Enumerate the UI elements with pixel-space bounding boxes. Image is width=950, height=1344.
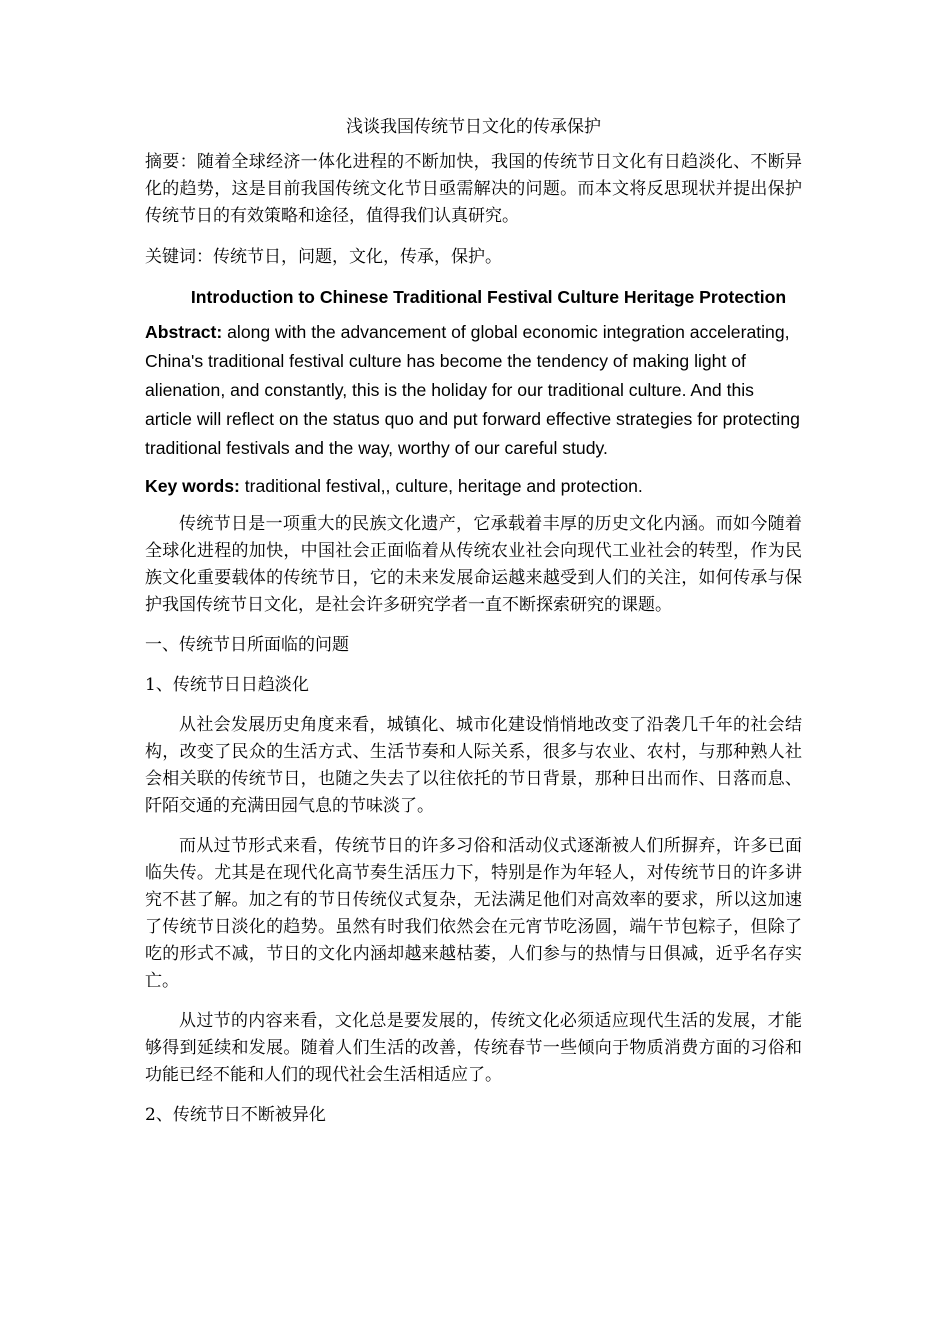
intro-paragraph: 传统节日是一项重大的民族文化遗产，它承载着丰厚的历史文化内涵。而如今随着全球化进程的加快，中国社会正面临着从传统农业社会向现代工业社会的转型，作为民族文化重要载体的传统节日，它的未来发展命运越来越受到人们的关注，如何传承与保护我国传统节日文化，是社会许多研究学者一直不断探索研究的课题。 <box>145 514 802 615</box>
chinese-title: 浅谈我国传统节日文化的传承保护 <box>346 117 601 137</box>
english-title: Introduction to Chinese Traditional Festival Culture Heritage Protection <box>190 287 787 307</box>
english-abstract-text: along with the advancement of global economic integration accelerating, China's traditional festival culture has become the tendency of making light of alienation, and constantly, this is the holiday for our traditional culture. And this article will reflect on the status quo and put forward effective strategies for protecting traditional festivals and the way, worthy of our careful study. <box>145 322 800 458</box>
english-abstract <box>145 318 802 463</box>
chinese-keywords: 关键词：传统节日，问题，文化，传承，保护。 <box>145 247 502 267</box>
subsection-1-paragraph: 而从过节形式来看，传统节日的许多习俗和活动仪式逐渐被人们所摒弃，许多已面临失传。尤其是在现代化高节奏生活压力下，特别是作为年轻人，对传统节日的许多讲究不甚了解。加之有的节日传统仪式复杂，无法满足他们对高效率的要求，所以这加速了传统节日淡化的趋势。虽然有时我们依然会在元宵节吃汤圆，端午节包粽子，但除了吃的形式不减，节日的文化内涵却越来越枯萎，人们参与的热情与日俱减，近乎名存实亡。 <box>145 836 802 991</box>
section-1-heading: 一、传统节日所面临的问题 <box>145 635 349 655</box>
english-keywords <box>145 472 802 501</box>
subsection-1-paragraph: 从过节的内容来看，文化总是要发展的，传统文化必须适应现代生活的发展，才能够得到延续和发展。随着人们生活的改善，传统春节一些倾向于物质消费方面的习俗和功能已经不能和人们的现代社会生活相适应了。 <box>145 1011 802 1085</box>
chinese-abstract: 摘要：随着全球经济一体化进程的不断加快，我国的传统节日文化有日趋淡化、不断异化的趋势，这是目前我国传统文化节日亟需解决的问题。而本文将反思现状并提出保护传统节日的有效策略和途径，值得我们认真研究。 <box>145 152 802 226</box>
subsection-2-heading: 2、传统节日不断被异化 <box>145 1105 326 1125</box>
english-abstract-label: Abstract: <box>145 322 223 342</box>
subsection-1-heading: 1、传统节日日趋淡化 <box>145 675 309 695</box>
document-page <box>145 112 802 1142</box>
english-keywords-text: traditional festival,, culture, heritage and protection. <box>239 476 643 496</box>
english-keywords-label: Key words: <box>145 476 240 496</box>
subsection-1-paragraph: 从社会发展历史角度来看，城镇化、城市化建设悄悄地改变了沿袭几千年的社会结构，改变了民众的生活方式、生活节奏和人际关系，很多与农业、农村，与那种熟人社会相关联的传统节日，也随之失去了以往依托的节日背景，那种日出而作、日落而息、阡陌交通的充满田园气息的节味淡了。 <box>145 715 802 816</box>
